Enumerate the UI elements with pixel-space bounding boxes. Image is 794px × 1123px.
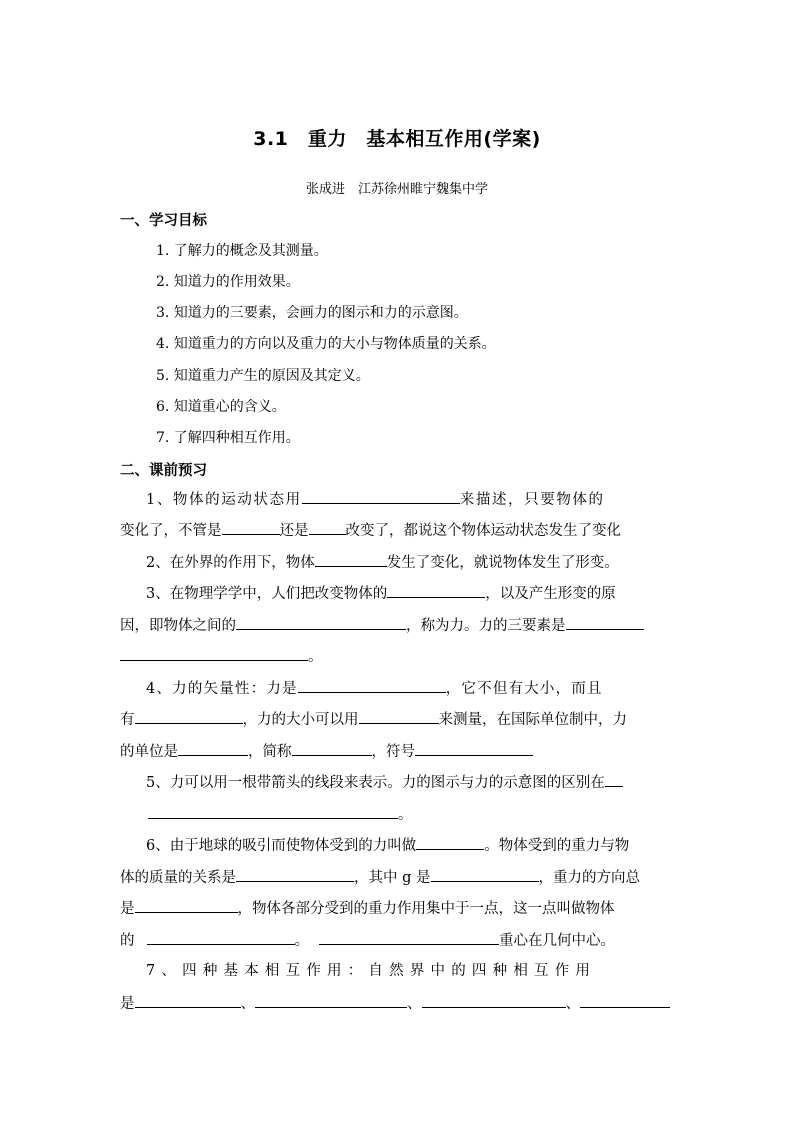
question-6-line-1: 6、由于地球的吸引而使物体受到的力叫做 。物体受到的重力与物 [120, 834, 674, 856]
section-heading-preview: 二、课前预习 [120, 463, 207, 479]
fill-blank[interactable] [302, 488, 460, 504]
question-1-line-2: 变化了，不管是 还是 改变了，都说这个物体运动状态发生了变化 [120, 519, 674, 541]
fill-blank[interactable] [148, 803, 398, 819]
question-4-line-2: 有 ，力的大小可以用 来测量，在国际单位制中，力 [120, 708, 674, 730]
fill-blank[interactable] [605, 771, 623, 787]
question-1-line-1: 1、物体的运动状态用 来描述，只要物体的 [120, 488, 674, 510]
fill-blank[interactable] [292, 740, 372, 756]
question-7-line-2: 是 、 、 、 [120, 992, 674, 1014]
question-4-line-1: 4、力的矢量性：力是 ，它不但有大小，而且 [120, 677, 674, 699]
fill-blank[interactable] [236, 866, 354, 882]
fill-blank[interactable] [236, 614, 406, 630]
objective-item: 4. 知道重力的方向以及重力的大小与物体质量的关系。 [156, 336, 496, 352]
question-3-line-2: 因，即物体之间的 ，称为力。力的三要素是 [120, 614, 674, 636]
objective-item: 7. 了解四种相互作用。 [156, 430, 300, 446]
fill-blank[interactable] [580, 992, 670, 1008]
question-3-line-1: 3、在物理学学中，人们把改变物体的 ，以及产生形变的原 [120, 582, 674, 604]
question-5-line-2: 。 [120, 803, 674, 825]
question-3-line-3: 。 [120, 645, 674, 667]
fill-blank[interactable] [566, 614, 644, 630]
fill-blank[interactable] [415, 740, 533, 756]
question-6-line-2: 体的质量的关系是 ，其中 g 是 ，重力的方向总 [120, 866, 674, 888]
fill-blank[interactable] [178, 740, 248, 756]
fill-blank[interactable] [120, 645, 308, 661]
fill-blank[interactable] [422, 992, 566, 1008]
fill-blank[interactable] [319, 929, 499, 945]
fill-blank[interactable] [135, 992, 241, 1008]
fill-blank[interactable] [222, 519, 280, 535]
author-line: 张成进 江苏徐州睢宁魏集中学 [305, 182, 488, 197]
fill-blank[interactable] [315, 551, 387, 567]
objective-item: 1. 了解力的概念及其测量。 [156, 243, 328, 259]
objective-item: 5. 知道重力产生的原因及其定义。 [156, 368, 370, 384]
fill-blank[interactable] [359, 708, 439, 724]
fill-blank[interactable] [309, 519, 346, 535]
fill-blank[interactable] [135, 708, 243, 724]
question-6-line-4: 的 。 重心在几何中心。 [120, 929, 674, 951]
question-5-line-1: 5、力可以用一根带箭头的线段来表示。力的图示与力的示意图的区别在 [120, 771, 674, 793]
page-title: 3.1 重力 基本相互作用(学案) [253, 128, 541, 150]
question-2-line-1: 2、在外界的作用下，物体 发生了变化，就说物体发生了形变。 [120, 551, 674, 573]
objective-item: 6. 知道重心的含义。 [156, 399, 286, 415]
fill-blank[interactable] [147, 929, 295, 945]
question-7-line-1: 7、四种基本相互作用：自然界中的四种相互作用 [146, 963, 597, 979]
objective-item: 3. 知道力的三要素，会画力的图示和力的示意图。 [156, 305, 468, 321]
section-heading-objectives: 一、学习目标 [120, 213, 207, 229]
fill-blank[interactable] [255, 992, 407, 1008]
fill-blank[interactable] [135, 897, 238, 913]
question-4-line-3: 的单位是 ，简称 ，符号 [120, 740, 674, 762]
objective-item: 2. 知道力的作用效果。 [156, 274, 300, 290]
fill-blank[interactable] [431, 866, 539, 882]
fill-blank[interactable] [387, 582, 485, 598]
fill-blank[interactable] [298, 677, 446, 693]
fill-blank[interactable] [416, 834, 484, 850]
question-6-line-3: 是 ，物体各部分受到的重力作用集中于一点，这一点叫做物体 [120, 897, 674, 919]
